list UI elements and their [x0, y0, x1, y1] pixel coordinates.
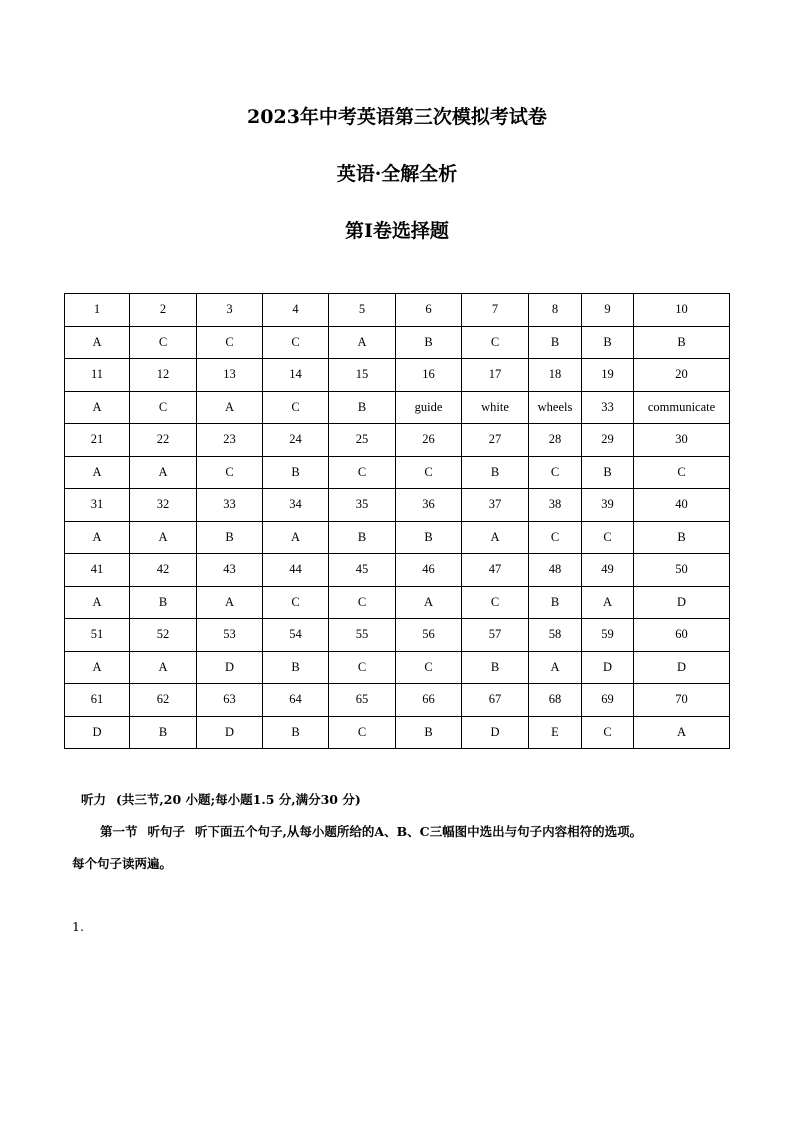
question-number-row [65, 619, 730, 652]
answer-row [65, 456, 730, 489]
question-number-cell: 26 [396, 424, 462, 457]
answer-cell: C [197, 326, 263, 359]
answer-cell: E [529, 716, 582, 749]
question-number-cell: 43 [197, 554, 263, 587]
answer-cell: C [582, 521, 634, 554]
question-number-cell: 38 [529, 489, 582, 522]
answer-cell: C [130, 391, 197, 424]
answer-cell: B [396, 326, 462, 359]
question-number-cell: 13 [197, 359, 263, 392]
section-title: 第Ⅰ卷选择题 [345, 220, 449, 242]
answer-cell: B [329, 521, 396, 554]
answer-cell: C [634, 456, 730, 489]
question-number-cell: 48 [529, 554, 582, 587]
question-number-cell: 34 [263, 489, 329, 522]
answer-cell: A [263, 521, 329, 554]
answer-cell: A [329, 326, 396, 359]
answer-cell: A [582, 586, 634, 619]
question-number-cell: 6 [396, 294, 462, 327]
answer-table-body [65, 294, 730, 749]
answer-cell: D [634, 586, 730, 619]
document-title: 2023年中考英语第三次模拟考试卷 [247, 106, 547, 128]
question-number-cell: 50 [634, 554, 730, 587]
question-number-cell: 7 [462, 294, 529, 327]
answer-cell: B [396, 716, 462, 749]
question-number-row [65, 684, 730, 717]
answer-cell: B [582, 326, 634, 359]
question-number-cell: 68 [529, 684, 582, 717]
question-number-row [65, 554, 730, 587]
answer-cell: A [130, 521, 197, 554]
question-number-cell: 23 [197, 424, 263, 457]
answer-cell: A [197, 586, 263, 619]
answer-cell: C [263, 391, 329, 424]
answer-cell: 33 [582, 391, 634, 424]
question-number-cell: 29 [582, 424, 634, 457]
answer-row [65, 586, 730, 619]
answer-cell: D [197, 651, 263, 684]
question-number-cell: 37 [462, 489, 529, 522]
answer-cell: D [197, 716, 263, 749]
question-number-cell: 33 [197, 489, 263, 522]
question-number-cell: 8 [529, 294, 582, 327]
question-number-cell: 5 [329, 294, 396, 327]
answer-cell: A [462, 521, 529, 554]
question-number-cell: 21 [65, 424, 130, 457]
question-number-cell: 64 [263, 684, 329, 717]
question-number-cell: 54 [263, 619, 329, 652]
answer-cell: B [263, 716, 329, 749]
question-number-cell: 3 [197, 294, 263, 327]
question-number-cell: 4 [263, 294, 329, 327]
question-number-cell: 28 [529, 424, 582, 457]
question-number-row [65, 424, 730, 457]
answer-cell: A [65, 586, 130, 619]
listening-label: 听力 [81, 792, 107, 807]
question-number-cell: 30 [634, 424, 730, 457]
answer-row [65, 326, 730, 359]
question-number-cell: 53 [197, 619, 263, 652]
question-number-cell: 1 [65, 294, 130, 327]
question-number-cell: 18 [529, 359, 582, 392]
question-number-cell: 62 [130, 684, 197, 717]
section1-label: 第一节 [100, 824, 138, 839]
question-number-cell: 14 [263, 359, 329, 392]
question-number-cell: 27 [462, 424, 529, 457]
question-number-cell: 40 [634, 489, 730, 522]
question-number-cell: 19 [582, 359, 634, 392]
question-number-cell: 31 [65, 489, 130, 522]
answer-cell: C [396, 456, 462, 489]
question-number-cell: 15 [329, 359, 396, 392]
question-number-cell: 17 [462, 359, 529, 392]
answer-cell: C [582, 716, 634, 749]
answer-cell: A [65, 651, 130, 684]
answer-cell: C [329, 716, 396, 749]
answer-cell: A [65, 326, 130, 359]
answer-cell: A [130, 651, 197, 684]
answer-cell: A [396, 586, 462, 619]
answer-cell: wheels [529, 391, 582, 424]
answer-cell: B [197, 521, 263, 554]
answer-cell: B [634, 326, 730, 359]
answer-cell: A [65, 391, 130, 424]
question-number-cell: 57 [462, 619, 529, 652]
question-number-cell: 59 [582, 619, 634, 652]
question-number-row [65, 359, 730, 392]
question-number-cell: 42 [130, 554, 197, 587]
answer-cell: A [65, 521, 130, 554]
document-subtitle: 英语·全解全析 [336, 163, 458, 185]
answer-cell: C [462, 586, 529, 619]
listening-heading [81, 791, 361, 809]
answer-cell: C [396, 651, 462, 684]
question-1-number: 1. [72, 919, 84, 934]
answer-cell: B [462, 456, 529, 489]
answer-cell: D [582, 651, 634, 684]
question-number-cell: 12 [130, 359, 197, 392]
answer-cell: C [529, 456, 582, 489]
question-number-cell: 66 [396, 684, 462, 717]
answer-row [65, 521, 730, 554]
question-number-cell: 32 [130, 489, 197, 522]
answer-cell: C [263, 326, 329, 359]
answer-cell: C [329, 651, 396, 684]
question-number-cell: 49 [582, 554, 634, 587]
answer-table [64, 293, 730, 749]
answer-cell: C [130, 326, 197, 359]
question-number-cell: 22 [130, 424, 197, 457]
answer-cell: B [329, 391, 396, 424]
answer-cell: B [634, 521, 730, 554]
question-number-cell: 45 [329, 554, 396, 587]
question-number-cell: 69 [582, 684, 634, 717]
answer-cell: B [130, 586, 197, 619]
section1-name: 听句子 [147, 824, 186, 839]
answer-cell: C [197, 456, 263, 489]
answer-cell: D [65, 716, 130, 749]
question-number-cell: 44 [263, 554, 329, 587]
answer-cell: communicate [634, 391, 730, 424]
question-number-cell: 63 [197, 684, 263, 717]
question-number-cell: 60 [634, 619, 730, 652]
answer-row [65, 651, 730, 684]
question-number-cell: 65 [329, 684, 396, 717]
answer-cell: C [329, 456, 396, 489]
answer-cell: A [529, 651, 582, 684]
question-number-cell: 67 [462, 684, 529, 717]
answer-cell: B [529, 586, 582, 619]
section1-instruction-line2: 每个句子读两遍。 [72, 856, 173, 871]
answer-cell: B [529, 326, 582, 359]
question-number-cell: 41 [65, 554, 130, 587]
question-number-cell: 58 [529, 619, 582, 652]
question-number-cell: 11 [65, 359, 130, 392]
question-number-cell: 9 [582, 294, 634, 327]
question-number-cell: 10 [634, 294, 730, 327]
question-number-row [65, 294, 730, 327]
question-number-cell: 56 [396, 619, 462, 652]
question-number-cell: 51 [65, 619, 130, 652]
answer-cell: A [130, 456, 197, 489]
question-number-cell: 55 [329, 619, 396, 652]
answer-cell: B [462, 651, 529, 684]
question-number-cell: 39 [582, 489, 634, 522]
section1-instruction [100, 823, 642, 841]
question-number-cell: 35 [329, 489, 396, 522]
question-number-cell: 25 [329, 424, 396, 457]
question-number-cell: 16 [396, 359, 462, 392]
section1-instruction-line1: 听下面五个句子,从每小题所给的A、B、C三幅图中选出与句子内容相符的选项。 [195, 824, 643, 839]
answer-cell: B [582, 456, 634, 489]
question-number-cell: 20 [634, 359, 730, 392]
answer-cell: B [396, 521, 462, 554]
answer-cell: guide [396, 391, 462, 424]
question-number-cell: 24 [263, 424, 329, 457]
answer-cell: C [329, 586, 396, 619]
question-number-cell: 61 [65, 684, 130, 717]
answer-cell: A [634, 716, 730, 749]
listening-detail: (共三节,20 小题;每小题1.5 分,满分30 分) [116, 792, 361, 807]
answer-cell: B [130, 716, 197, 749]
answer-cell: A [197, 391, 263, 424]
answer-cell: D [634, 651, 730, 684]
answer-cell: C [462, 326, 529, 359]
question-number-cell: 46 [396, 554, 462, 587]
answer-cell: C [529, 521, 582, 554]
answer-row [65, 716, 730, 749]
question-number-cell: 70 [634, 684, 730, 717]
question-number-cell: 47 [462, 554, 529, 587]
question-number-cell: 2 [130, 294, 197, 327]
answer-cell: white [462, 391, 529, 424]
answer-row [65, 391, 730, 424]
answer-cell: B [263, 651, 329, 684]
question-number-cell: 36 [396, 489, 462, 522]
answer-cell: D [462, 716, 529, 749]
question-number-cell: 52 [130, 619, 197, 652]
answer-cell: B [263, 456, 329, 489]
answer-cell: C [263, 586, 329, 619]
answer-cell: A [65, 456, 130, 489]
question-number-row [65, 489, 730, 522]
